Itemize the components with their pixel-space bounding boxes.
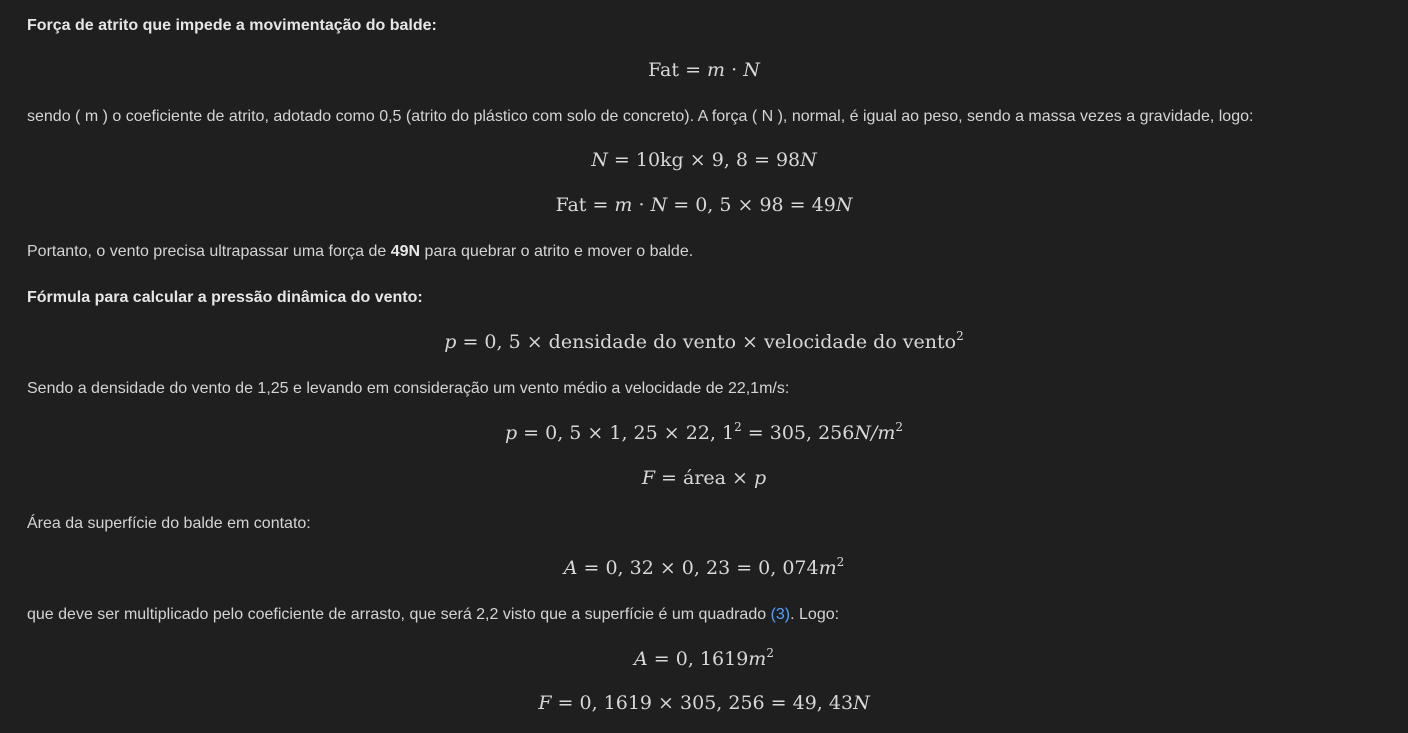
- paragraph-friction-coefficient: sendo ( m ) o coeficiente de atrito, adotado como 0,5 (atrito do plástico com solo de concreto). A força ( N ), normal, é igual ao peso, sendo a massa vezes a gravidade, logo:: [27, 108, 1254, 125]
- paragraph-friction-conclusion: Portanto, o vento precisa ultrapassar uma força de 49N para quebrar o atrito e mover o balde.: [27, 243, 694, 260]
- equation-effective-area: A = 0, $1619m^2$: [634, 646, 774, 670]
- equation-wind-force-result: F = 0, 1619 × 305, 256 = 49, 43N: [538, 692, 870, 714]
- equation-friction-formula: Fat = m · N: [648, 59, 760, 81]
- equation-force-area: F = área × p: [641, 467, 767, 489]
- heading-friction-force: Força de atrito que impede a movimentação do balde:: [27, 17, 437, 34]
- equation-friction-result: Fat = m · N = 0, 5 × 98 = 49N: [555, 194, 853, 216]
- equation-pressure-formula: p = 0, 5 × densidade do vento × velocidade do vento$^2$: [444, 329, 964, 353]
- equation-pressure-result: p = 0, 5 × 1, 25 × 22, $1^2 = 305$, $256N/m^2$: [504, 420, 904, 444]
- paragraph-drag-coefficient: que deve ser multiplicado pelo coeficiente de arrasto, que será 2,2 visto que a superfície é um quadrado (3). Logo:: [27, 606, 840, 623]
- equation-normal-force: N = 10kg × 9, 8 = 98N: [591, 149, 817, 171]
- paragraph-bucket-area: Área da superfície do balde em contato:: [27, 515, 311, 532]
- reference-link[interactable]: (3): [770, 606, 791, 623]
- equation-area-result: A = 0, 32 × 0, 23 = 0, $074m^2$: [563, 555, 845, 579]
- heading-dynamic-pressure: Fórmula para calcular a pressão dinâmica do vento:: [27, 289, 423, 306]
- paragraph-wind-density: Sendo a densidade do vento de 1,25 e levando em consideração um vento médio a velocidade de 22,1m/s:: [27, 380, 790, 397]
